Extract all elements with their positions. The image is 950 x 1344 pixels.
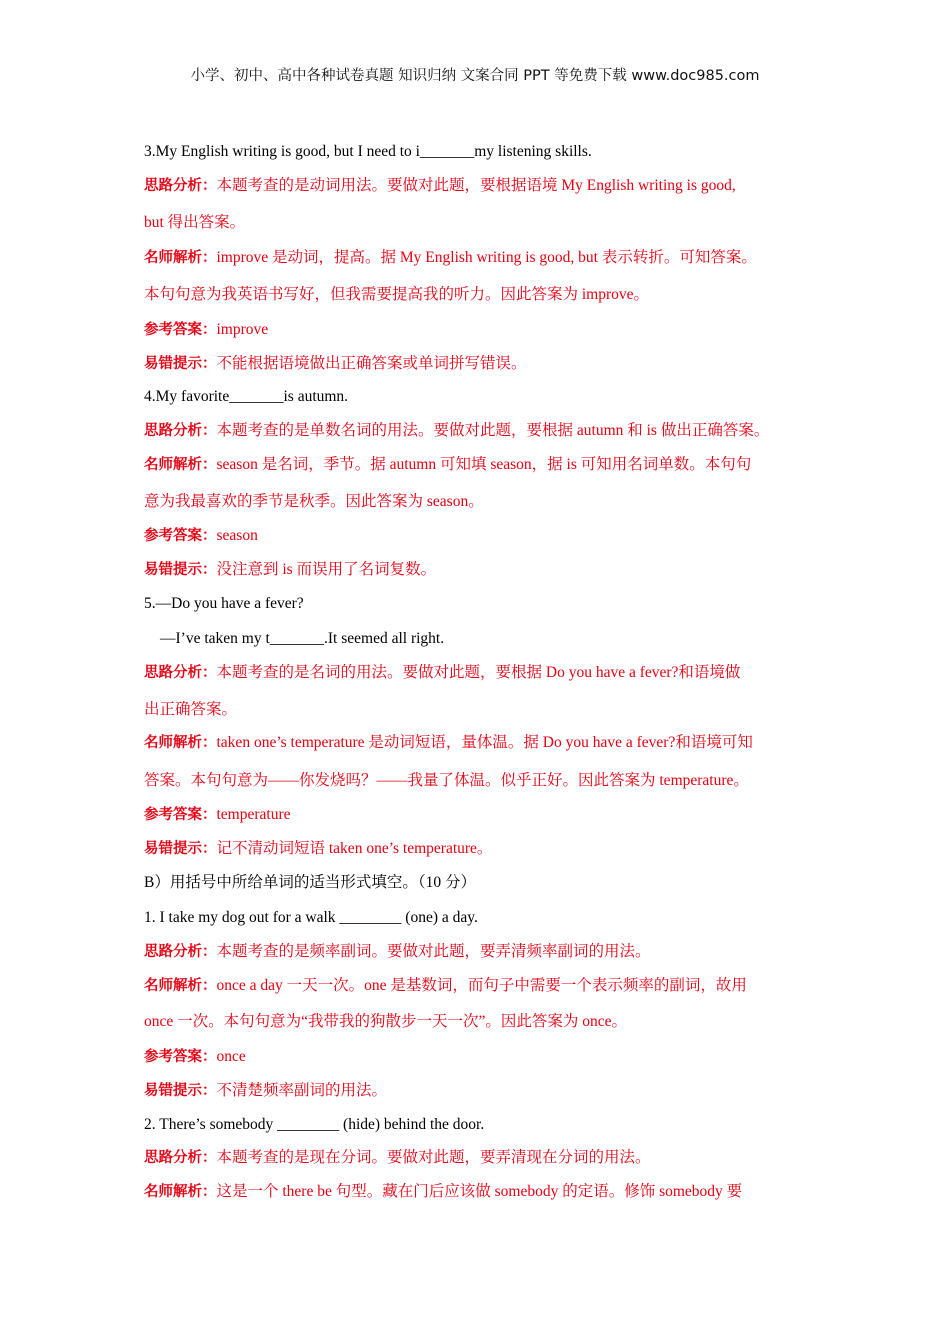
analysis-continuation — [144, 492, 484, 512]
line-text: 3.My English writing is good, but I need to i_______my listening skills. — [144, 143, 592, 160]
section-label: 名师解析： — [144, 250, 217, 266]
line-text: B）用括号中所给单词的适当形式填空。（10 分） — [144, 874, 476, 891]
section-label: 参考答案： — [144, 528, 217, 544]
section-label: 思路分析： — [144, 944, 217, 960]
section-label: 易错提示： — [144, 562, 217, 578]
line-text: 没注意到 is 而误用了名词复数。 — [216, 561, 437, 578]
line-text: 本题考查的是动词用法。要做对此题，要根据语境 My English writing is good, — [216, 177, 736, 194]
analysis-line — [144, 421, 769, 441]
line-text: once 一次。本句句意为“我带我的狗散步一天一次”。因此答案为 once。 — [144, 1013, 628, 1030]
analysis-continuation — [144, 700, 237, 720]
line-text: 本题考查的是单数名词的用法。要做对此题，要根据 autumn 和 is 做出正确答案。 — [216, 422, 770, 439]
analysis-line — [144, 1148, 651, 1168]
analysis-line — [144, 733, 753, 753]
section-label: 思路分析： — [144, 665, 217, 681]
question-line — [144, 594, 304, 614]
section-label: 参考答案： — [144, 322, 217, 338]
page-header: 小学、初中、高中各种试卷真题 知识归纳 文案合同 PPT 等免费下载 www.doc985.com — [190, 68, 760, 84]
section-label: 参考答案： — [144, 807, 217, 823]
line-text: 本题考查的是频率副词。要做对此题，要弄清频率副词的用法。 — [216, 943, 651, 960]
line-text: once a day 一天一次。one 是基数词，而句子中需要一个表示频率的副词，故用 — [216, 977, 747, 994]
line-text: improve 是动词，提高。据 My English writing is good, but 表示转折。可知答案。 — [216, 249, 757, 266]
line-text: 4.My favorite_______is autumn. — [144, 388, 349, 405]
question-line — [144, 1115, 484, 1135]
line-text: 本题考查的是名词的用法。要做对此题，要根据 Do you have a fever?和语境做 — [216, 664, 741, 681]
analysis-line — [144, 248, 757, 268]
line-text: 记不清动词短语 taken one’s temperature。 — [216, 840, 493, 857]
section-label: 名师解析： — [144, 978, 217, 994]
line-text: 1. I take my dog out for a walk ________ (one) a day. — [144, 909, 478, 926]
analysis-line — [144, 354, 527, 374]
question-line — [144, 387, 348, 407]
analysis-continuation — [144, 1012, 627, 1032]
line-text: but 得出答案。 — [144, 214, 246, 231]
line-text: 答案。本句句意为——你发烧吗？——我量了体温。似乎正好。因此答案为 temperature。 — [144, 772, 749, 789]
analysis-line — [144, 976, 747, 996]
section-label: 名师解析： — [144, 457, 217, 473]
line-text: season 是名词，季节。据 autumn 可知填 season，据 is 可知用名词单数。本句句 — [216, 456, 752, 473]
line-text: 这是一个 there be 句型。藏在门后应该做 somebody 的定语。修饰 somebody 要 — [216, 1183, 743, 1200]
line-text: once — [216, 1048, 246, 1065]
line-text: 2. There’s somebody ________ (hide) behind the door. — [144, 1116, 485, 1133]
line-text: 5.—Do you have a fever? — [144, 595, 304, 612]
analysis-line — [144, 1081, 387, 1101]
section-label: 思路分析： — [144, 423, 217, 439]
section-label: 易错提示： — [144, 841, 217, 857]
section-label: 参考答案： — [144, 1049, 217, 1065]
analysis-line — [144, 320, 268, 340]
line-text: 不能根据语境做出正确答案或单词拼写错误。 — [216, 355, 527, 372]
line-text: 不清楚频率副词的用法。 — [216, 1082, 388, 1099]
analysis-continuation — [144, 771, 749, 791]
analysis-line — [144, 839, 492, 859]
analysis-line — [144, 1047, 246, 1067]
question-line — [144, 142, 592, 162]
section-label: 思路分析： — [144, 1150, 217, 1166]
section-label: 名师解析： — [144, 1184, 217, 1200]
line-text: —I’ve taken my t_______.It seemed all right. — [160, 630, 445, 647]
section-label: 名师解析： — [144, 735, 217, 751]
analysis-line — [144, 176, 736, 196]
line-text: improve — [216, 321, 269, 338]
analysis-line — [144, 455, 751, 475]
line-text: 本题考查的是现在分词。要做对此题，要弄清现在分词的用法。 — [216, 1149, 651, 1166]
line-text: temperature — [216, 806, 291, 823]
analysis-continuation — [144, 213, 245, 233]
analysis-line — [144, 805, 291, 825]
analysis-line — [144, 1182, 742, 1202]
line-text: 出正确答案。 — [144, 701, 238, 718]
line-text: 本句句意为我英语书写好，但我需要提高我的听力。因此答案为 improve。 — [144, 286, 650, 303]
analysis-line — [144, 560, 436, 580]
section-label: 思路分析： — [144, 178, 217, 194]
section-label: 易错提示： — [144, 1083, 217, 1099]
question-line — [144, 908, 478, 928]
line-text: 意为我最喜欢的季节是秋季。因此答案为 season。 — [144, 493, 484, 510]
analysis-line — [144, 526, 258, 546]
line-text: taken one’s temperature 是动词短语，量体温。据 Do you have a fever?和语境可知 — [216, 734, 753, 751]
question-line — [144, 629, 444, 649]
analysis-line — [144, 942, 651, 962]
question-line — [144, 873, 476, 893]
line-text: season — [216, 527, 258, 544]
section-label: 易错提示： — [144, 356, 217, 372]
analysis-continuation — [144, 285, 649, 305]
analysis-line — [144, 663, 740, 683]
